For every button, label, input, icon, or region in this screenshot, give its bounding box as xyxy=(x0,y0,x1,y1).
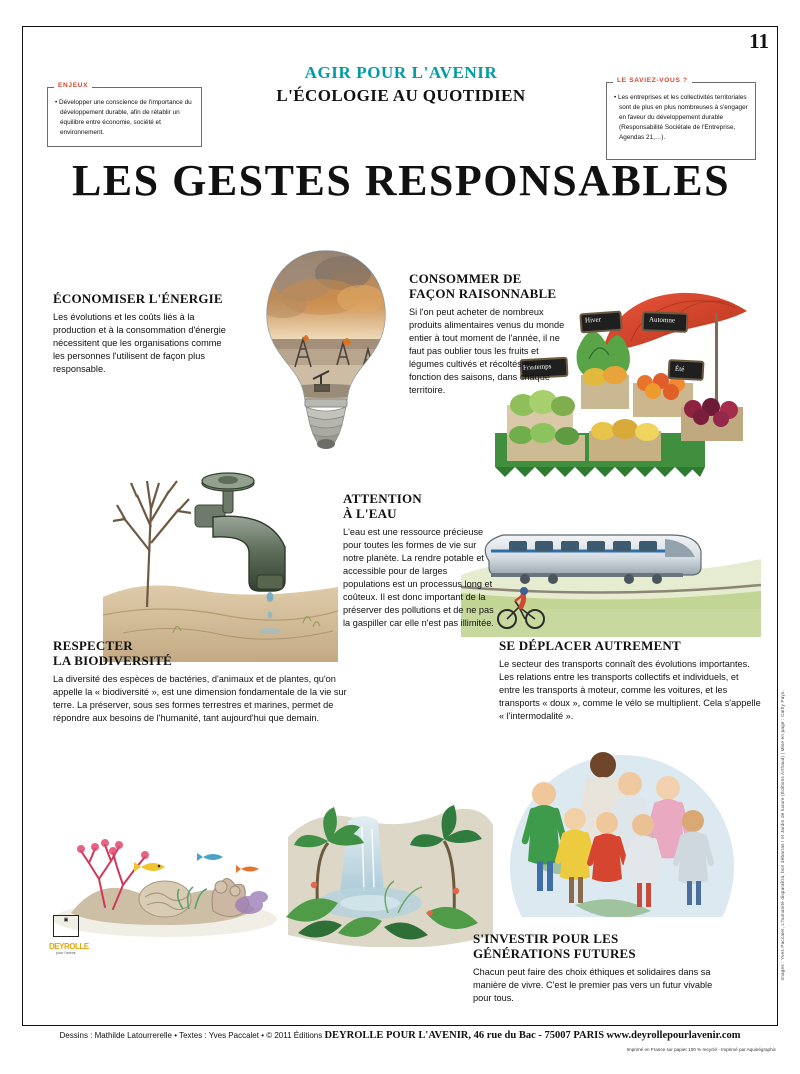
section-body: Le secteur des transports connaît des évolutions importantes. Les relations entre les transports collectifs et individuels, et entre les transports à moteur, comme les voitures, et les transports « doux », comme le vélo se multiplient. Cela s'appelle « l'intermodalité ». xyxy=(499,658,761,722)
section-title xyxy=(473,932,733,962)
section-s-investir-generations xyxy=(473,932,733,1005)
header-line-2: L'ÉCOLOGIE AU QUOTIDIEN xyxy=(276,86,526,105)
section-economiser-energie xyxy=(53,292,233,376)
market-sign-hiver-label: Hiver xyxy=(584,315,602,325)
footer-website[interactable]: www.deyrollepourlavenir.com xyxy=(606,1030,741,1041)
side-credit-text: Images : Yves Paccalet, L'humanité disparaîtra, bon débarras ! et Jardin de luxure (Éditions Arthaud) | Mise en page : Cathy Pays. xyxy=(780,690,785,981)
section-respecter-biodiversite xyxy=(53,639,363,725)
jungle-waterfall-illustration xyxy=(278,717,493,947)
section-title: SE DÉPLACER AUTREMENT xyxy=(499,638,681,653)
note-box-saviez-vous-list xyxy=(614,93,748,143)
coral-reef-illustration xyxy=(53,787,288,937)
footer-print-note: Imprimé en France sur papier 100 % recyclé · Imprimé par Aquinégraphic xyxy=(626,1047,776,1052)
note-box-enjeux xyxy=(47,82,202,147)
section-consommer-raisonnable xyxy=(409,272,569,397)
section-title: CONSOMMER DE FAÇON RAISONNABLE xyxy=(409,271,557,301)
note-box-enjeux-list xyxy=(55,98,194,138)
logo-label: DEYROLLE xyxy=(49,942,89,951)
publisher-logo xyxy=(49,915,89,955)
section-body: Les évolutions et les coûts liés à la production et à la consommation d'énergie nécessitent que les organisations comme les personnes l'utilisent de façon plus responsable. xyxy=(53,311,226,375)
note-box-enjeux-title: ENJEUX xyxy=(54,82,92,89)
section-body: L'eau est une ressource précieuse pour toutes les formes de vie sur notre planète. La rendre potable et accessible pour de larges populations est un processus long et coûteux. Il est donc important de la préserver des pollutions et de ne pas la gaspiller car elle n'est pas illimitée. xyxy=(343,526,494,629)
section-title xyxy=(343,492,495,522)
footer-publisher: DEYROLLE POUR L'AVENIR, 46 rue du Bac - 75007 PARIS xyxy=(324,1030,605,1041)
note-box-saviez-vous xyxy=(606,77,756,160)
section-title-line-1: S'INVESTIR POUR LES xyxy=(473,931,619,946)
section-attention-eau xyxy=(343,492,495,630)
section-title-line-2: À L'EAU xyxy=(343,505,397,521)
section-se-deplacer-autrement xyxy=(499,639,761,723)
section-title-line-2: LA BIODIVERSITÉ xyxy=(53,652,172,668)
list-item: • Les entreprises et les collectivités territoriales sont de plus en plus nombreuses à s'engager en faveur du développement durable (Responsabilité Sociétale de l'Entreprise, Agendas 21,…). xyxy=(614,93,748,143)
people-globe-illustration xyxy=(485,717,760,917)
section-title: ÉCONOMISER L'ÉNERGIE xyxy=(53,291,223,306)
logo-sublabel: pour l'avenir xyxy=(56,951,76,955)
market-sign-ete-label: Été xyxy=(674,364,685,374)
section-body: La diversité des espèces de bactéries, d'animaux et de plantes, qu'on appelle la « biodiversité », est une dimension fondamentale de la vie sur terre. La préserver, sous ses formes terrestres et marines, permet de répondre aux besoins de l'humanité, tant aujourd'hui que demain. xyxy=(53,673,347,724)
section-body: Si l'on peut acheter de nombreux produits alimentaires venus du monde entier à tout moment de l'année, il ne faut pas oublier tous les fruits et légumes cultivés et récoltés en fonction des saisons, dans chaque territoire. xyxy=(409,306,565,396)
water-tap-illustration xyxy=(103,447,338,662)
section-title-line-1: ATTENTION xyxy=(343,491,422,506)
header-line-1: AGIR POUR L'AVENIR xyxy=(304,63,498,82)
section-body: Chacun peut faire des choix éthiques et solidaires dans sa manière de vivre. C'est le premier pas vers un futur vivable pour tous. xyxy=(473,966,713,1003)
market-sign-printemps-label: Printemps xyxy=(522,362,552,372)
page-title: LES GESTES RESPONSABLES xyxy=(71,156,731,205)
list-item: • Développer une conscience de l'importance du développement durable, afin de rétablir un équilibre entre économie, société et environnement. xyxy=(55,98,194,138)
page-number: 11 xyxy=(749,29,769,53)
footer-credits-text: Dessins : Mathilde Latourrerelle • Textes : Yves Paccalet • © 2011 Éditions xyxy=(59,1031,323,1040)
logo-mark-icon: ▣ xyxy=(53,915,79,937)
train-cyclist-illustration xyxy=(461,497,761,637)
section-title-line-2: GÉNÉRATIONS FUTURES xyxy=(473,945,636,961)
market-sign-automne-label: Automne xyxy=(648,315,676,325)
lightbulb-oilfield-illustration xyxy=(251,239,401,457)
market-sign-ete xyxy=(669,360,704,380)
poster-sheet xyxy=(22,26,778,1026)
section-title-line-1: RESPECTER xyxy=(53,638,133,653)
footer-credits xyxy=(22,1030,778,1041)
section-title xyxy=(53,639,363,669)
note-box-saviez-vous-title: LE SAVIEZ-VOUS ? xyxy=(613,77,692,84)
